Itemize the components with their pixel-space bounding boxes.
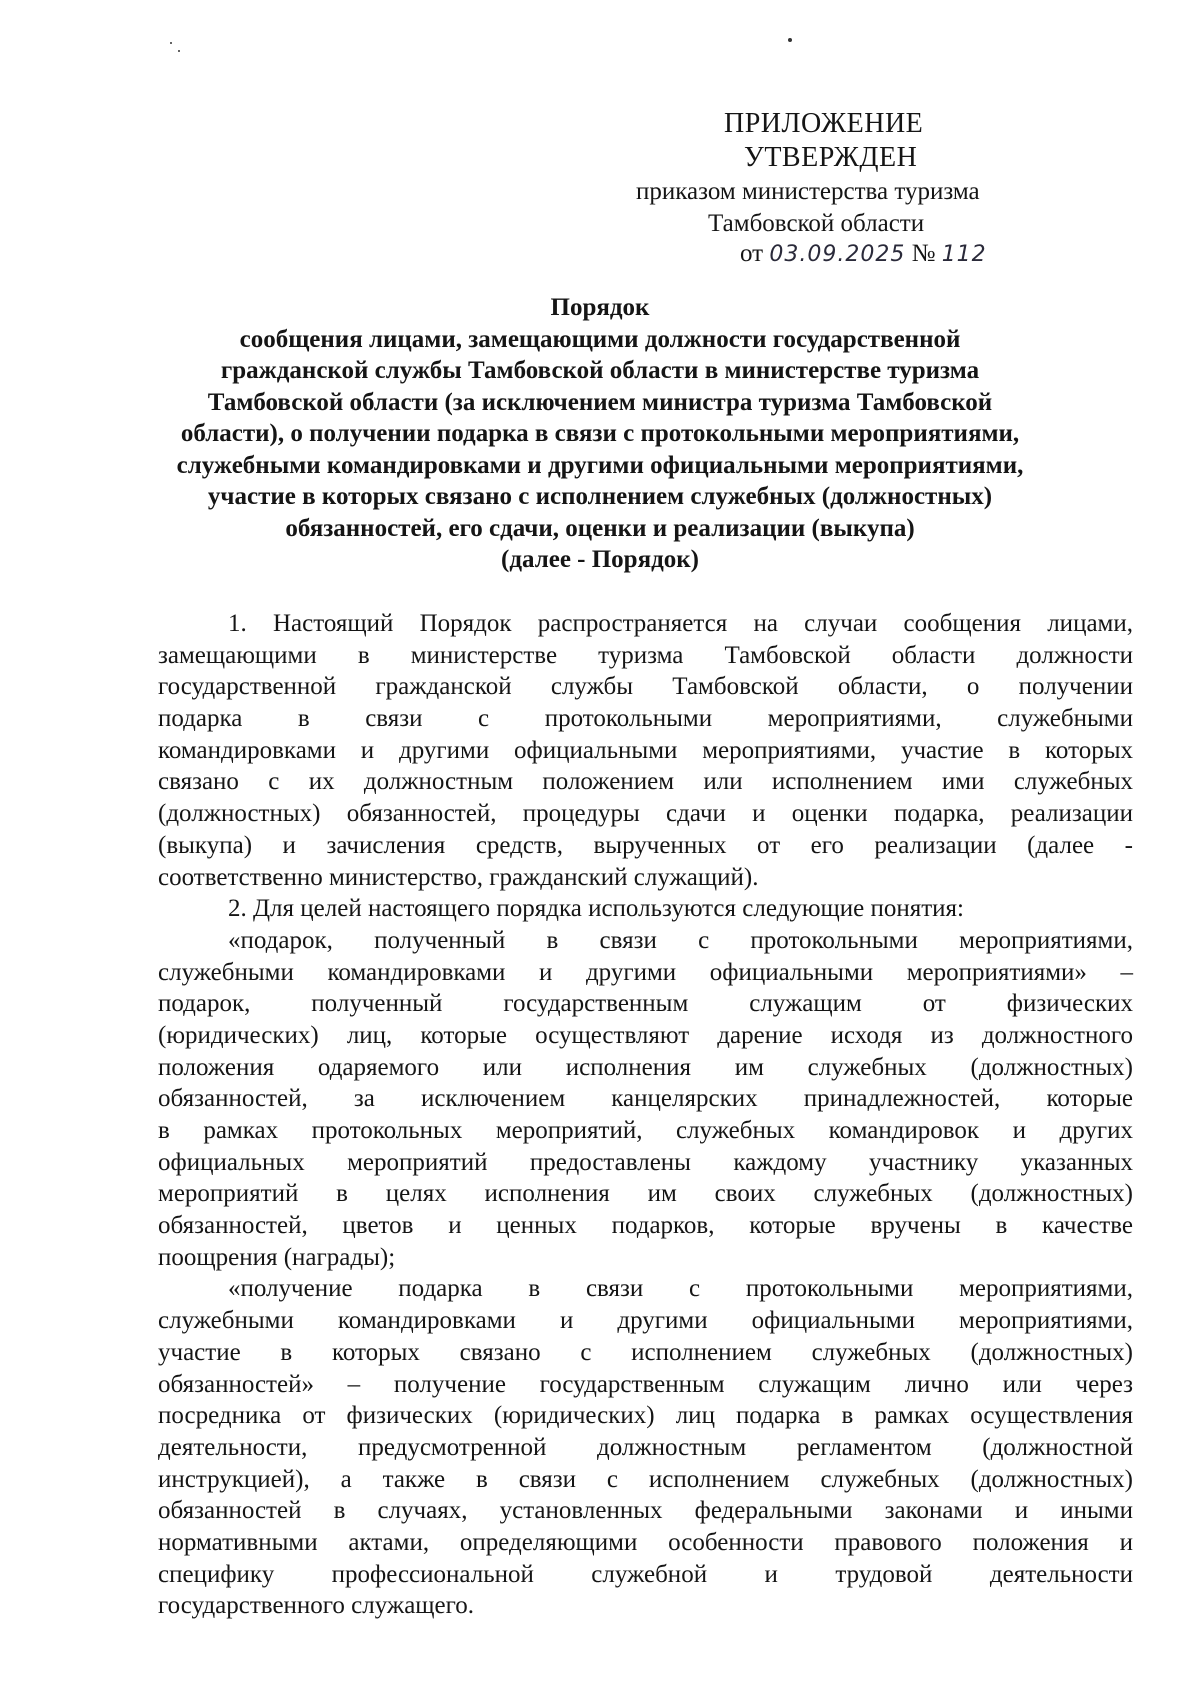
document-title	[140, 292, 1060, 576]
title-line: сообщения лицами, замещающими должности государственной	[239, 325, 961, 353]
body-line: специфику профессиональной служебной и трудовой деятельности	[158, 1560, 1133, 1588]
body-line: инструкцией), а также в связи с исполнением служебных (должностных)	[158, 1465, 1133, 1493]
scan-speck	[788, 38, 792, 42]
body-line: подарка в связи с протокольными мероприятиями, служебными	[158, 705, 1133, 733]
title-line: гражданской службы Тамбовской области в министерстве туризма	[220, 357, 980, 384]
title-heading: Порядок	[550, 294, 650, 321]
document-body	[158, 608, 1133, 1622]
scan-speck	[170, 42, 172, 44]
body-line: в рамках протокольных мероприятий, служебных командировок и других	[158, 1117, 1133, 1144]
body-line: официальных мероприятий предоставлены каждому участнику указанных	[158, 1148, 1133, 1176]
number-sign: №	[911, 240, 936, 267]
handwritten-number: 112	[941, 242, 987, 267]
scan-speck	[178, 50, 180, 52]
title-line: (далее - Порядок)	[501, 546, 699, 573]
body-line: обязанностей, за исключением канцелярских принадлежностей, которые	[158, 1085, 1133, 1113]
body-line: обязанностей, цветов и ценных подарков, которые вручены в качестве	[158, 1212, 1133, 1240]
date-prefix: от	[740, 240, 764, 267]
body-line: участие в которых связано с исполнением служебных (должностных)	[158, 1338, 1133, 1366]
order-by-label: приказом министерства туризма	[636, 178, 980, 205]
body-line: связано с их должностным положением или исполнением ими служебных	[158, 768, 1133, 796]
title-line: области), о получении подарка в связи с протокольными мероприятиями,	[180, 420, 1020, 447]
body-line: обязанностей в случаях, установленных федеральными законами и иными	[158, 1497, 1133, 1525]
body-line: государственного служащего.	[158, 1592, 475, 1620]
body-line: посредника от физических (юридических) лиц подарка в рамках осуществления	[158, 1402, 1133, 1430]
body-line: 1. Настоящий Порядок распространяется на случаи сообщения лицами,	[228, 610, 1133, 637]
body-line: государственной гражданской службы Тамбовской области, о получении	[158, 673, 1133, 701]
body-line: командировками и другими официальными мероприятиями, участие в которых	[158, 736, 1133, 764]
title-line: Тамбовской области (за исключением министра туризма Тамбовской	[207, 388, 993, 416]
body-line: служебными командировками и другими официальными мероприятиями» –	[158, 958, 1133, 986]
body-line: положения одаряемого или исполнения им служебных (должностных)	[158, 1053, 1133, 1081]
body-line: нормативными актами, определяющими особенности правового положения и	[158, 1528, 1133, 1556]
body-line: мероприятий в целях исполнения им своих служебных (должностных)	[158, 1180, 1133, 1208]
body-line: служебными командировками и другими официальными мероприятиями,	[158, 1307, 1133, 1335]
body-line: «получение подарка в связи с протокольными мероприятиями,	[228, 1275, 1133, 1303]
body-line: деятельности, предусмотренной должностным регламентом (должностной	[158, 1433, 1133, 1461]
body-line: (выкупа) и зачисления средств, вырученных от его реализации (далее -	[158, 831, 1133, 859]
title-line: участие в которых связано с исполнением служебных (должностных)	[207, 483, 993, 510]
approved-label: УТВЕРЖДЕН	[744, 142, 918, 173]
body-line: «подарок, полученный в связи с протокольными мероприятиями,	[228, 926, 1133, 954]
body-line: соответственно министерство, гражданский служащий).	[158, 863, 759, 891]
order-date-line	[740, 240, 987, 268]
body-line: поощрения (награды);	[158, 1243, 396, 1271]
handwritten-date: 03.09.2025	[769, 242, 906, 267]
body-line: обязанностей» – получение государственным служащим лично или через	[158, 1370, 1133, 1398]
appendix-label: ПРИЛОЖЕНИЕ	[724, 108, 924, 139]
body-line: (должностных) обязанностей, процедуры сдачи и оценки подарка, реализации	[158, 800, 1133, 828]
body-line: 2. Для целей настоящего порядка используются следующие понятия:	[228, 895, 964, 923]
title-line: обязанностей, его сдачи, оценки и реализации (выкупа)	[285, 514, 915, 542]
body-line: (юридических) лиц, которые осуществляют дарение исходя из должностного	[158, 1021, 1133, 1049]
body-line: замещающими в министерстве туризма Тамбовской области должности	[158, 641, 1133, 669]
title-line: служебными командировками и другими официальными мероприятиями,	[176, 451, 1024, 479]
body-line: подарок, полученный государственным служащим от физических	[158, 990, 1133, 1018]
order-region-label: Тамбовской области	[708, 210, 925, 237]
